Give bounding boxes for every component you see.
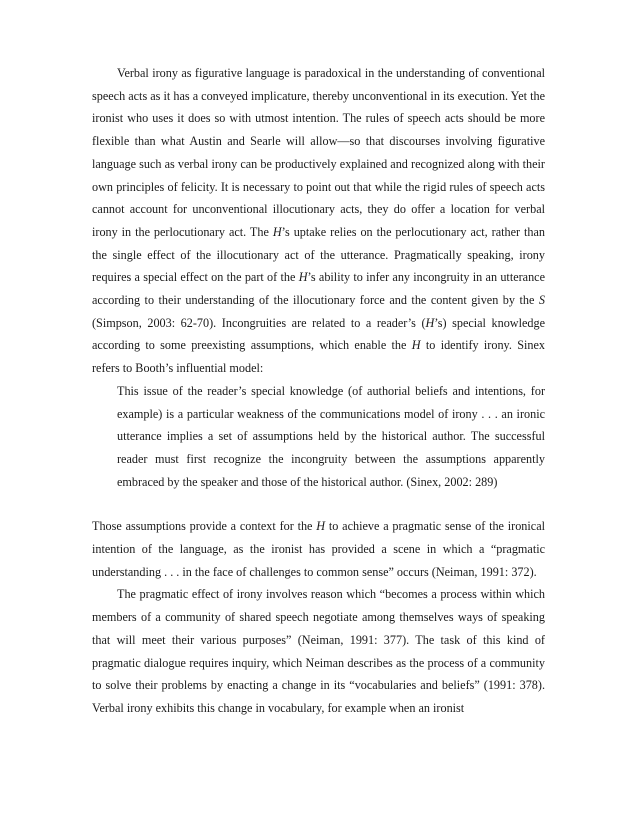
hearer-symbol: H — [425, 315, 435, 330]
block-quote-sinex: This issue of the reader’s special knowledge (of authorial beliefs and intentions, for example) is a particular weakness of the communications model of irony . . . an ironic utterance implies a set of assumptions held by the historical author. The successful reader must first recognize the incongruity between the assumptions apparently embraced by the speaker and those of the historical author. (Sinex, 2002: 289) — [117, 383, 545, 489]
speaker-symbol: S — [538, 293, 545, 308]
hearer-symbol: H — [411, 338, 421, 353]
document-page — [92, 62, 545, 720]
hearer-symbol: H — [298, 270, 308, 285]
hearer-symbol: H — [316, 519, 326, 534]
text-run: ’s) special knowledge according to some preexisting assumptions, which enable the — [92, 315, 545, 353]
text-run: ’s uptake relies on the perlocutionary act, rather than the single effect of the illocutionary act of the utterance. Pragmatically speaking, irony requires a special effect on the part of the — [92, 224, 545, 285]
text-run: (Simpson, 2003: 62-70). Incongruities are related to a reader’s ( — [92, 315, 426, 330]
text-run: Verbal irony as figurative language is paradoxical in the understanding of conventional speech acts as it has a conveyed implicature, thereby unconventional in its execution. Yet the ironist who uses it does so with utmost intention. The rules of speech acts should be more flexible than what Austin and Searle will allow—so that discourses involving figurative language such as verbal irony can be productively explained and recognized along with their own principles of felicity. It is necessary to point out that while the rigid rules of speech acts cannot account for unconventional illocutionary acts, they do offer a location for verbal irony in the perlocutionary act. The — [92, 66, 545, 239]
paragraph-verbal-irony — [92, 62, 545, 380]
text-run: to achieve a pragmatic sense of the ironical intention of the language, as the ironist has provided a scene in which a “pragmatic understanding . . . in the face of challenges to common sense” occurs (Neiman, 1991: 372). — [92, 519, 545, 579]
hearer-symbol: H — [272, 224, 282, 239]
text-run: to identify irony. Sinex refers to Booth’s influential model: — [92, 338, 545, 376]
text-run: Those assumptions provide a context for the — [92, 519, 317, 534]
text-run: ’s ability to infer any incongruity in an utterance according to their understanding of the illocutionary force and the content given by the — [92, 270, 545, 308]
paragraph-pragmatic-effect: The pragmatic effect of irony involves reason which “becomes a process within which members of a community of shared speech negotiate among themselves ways of speaking that will meet their various purposes” (Neiman, 1991: 377). The task of this kind of pragmatic dialogue requires inquiry, which Neiman describes as the process of a community to solve their problems by enacting a change in its “vocabularies and beliefs” (1991: 378). Verbal irony exhibits this change in vocabulary, for example when an ironist — [92, 587, 545, 715]
paragraph-assumptions — [92, 515, 545, 583]
paragraph-spacer — [92, 493, 545, 515]
